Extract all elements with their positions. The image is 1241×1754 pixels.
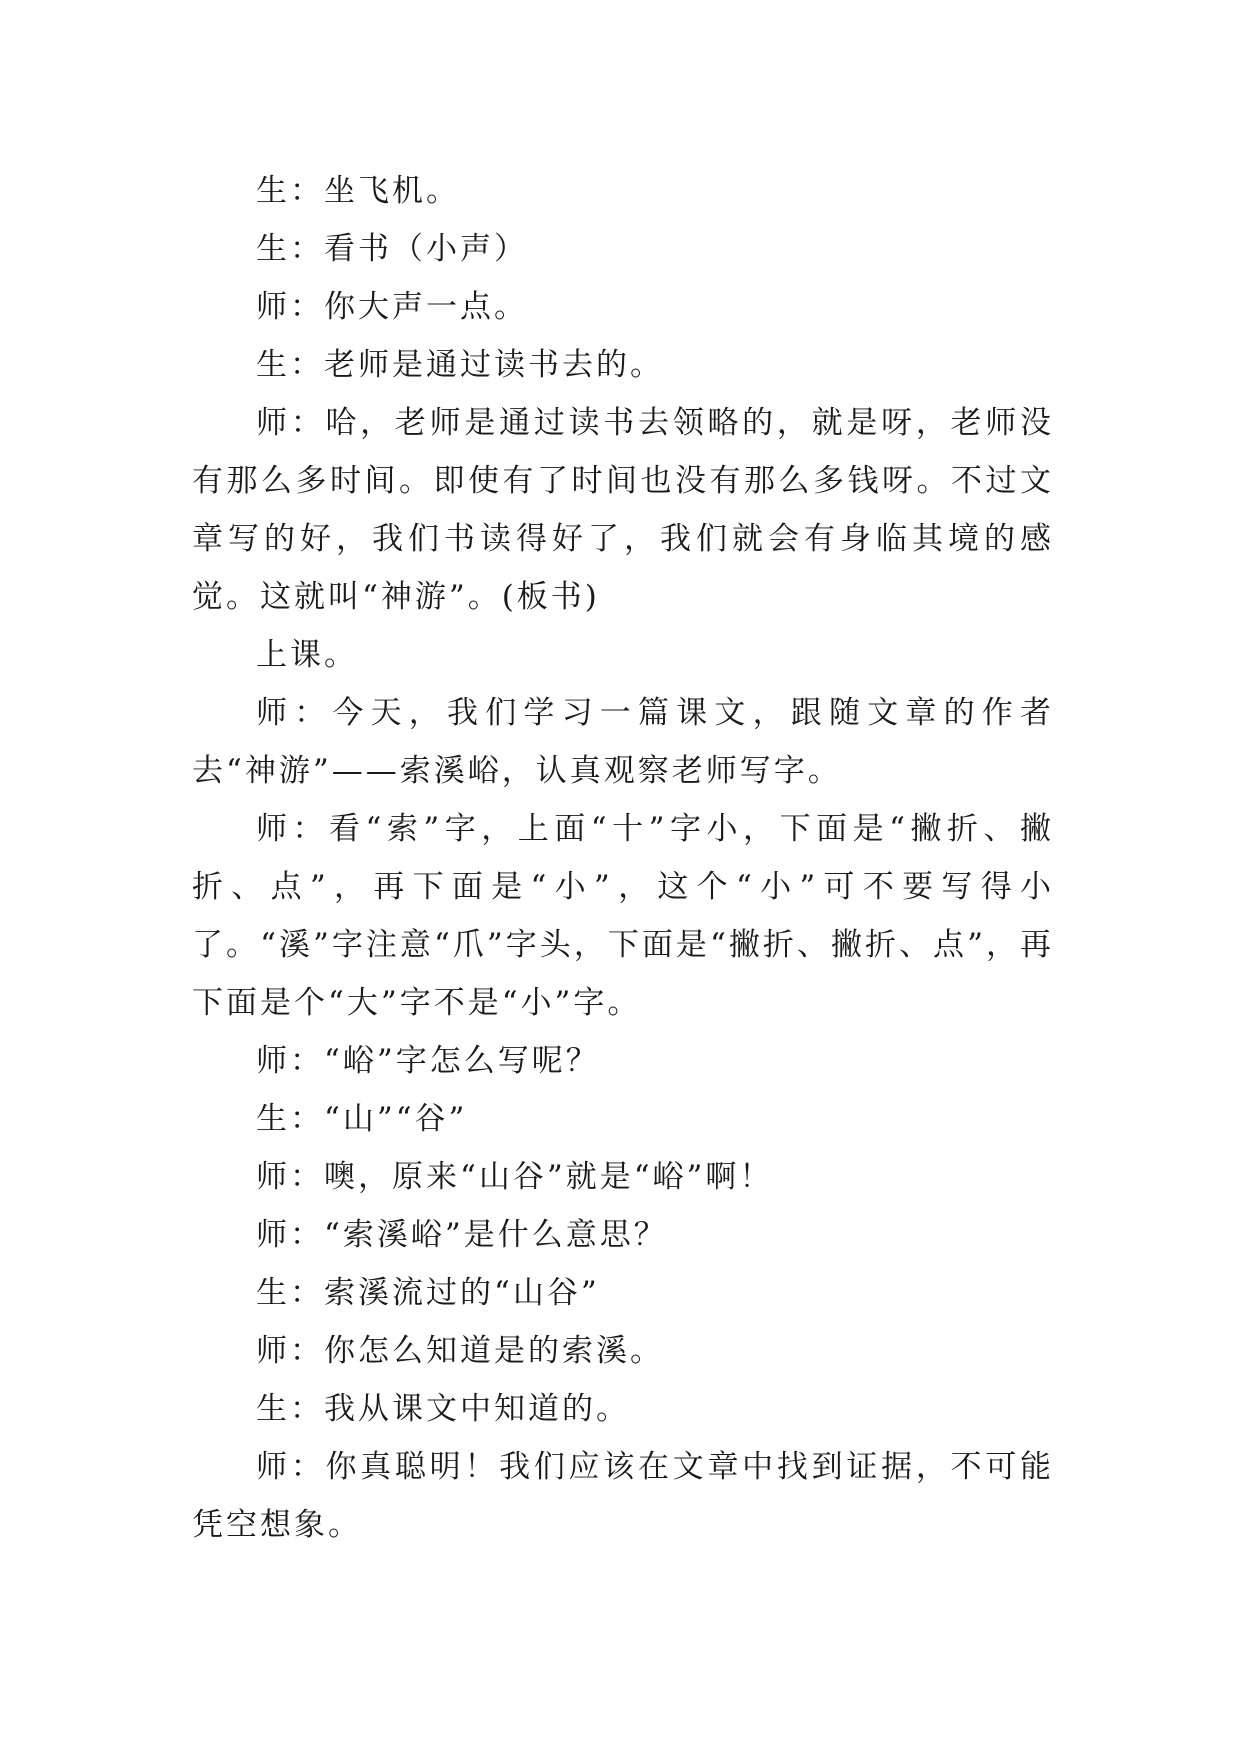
paragraph: 师：“峪”字怎么写呢？: [256, 1043, 600, 1079]
paragraph: 师：你大声一点。: [256, 289, 528, 325]
paragraph: 生：索溪流过的“山谷”: [256, 1275, 600, 1311]
paragraph: 师：看“索”字，上面“十”字小，下面是“撇折、撇折、点”，再下面是“小”，这个“小”可不要写得小了。“溪”字注意“爪”字头，下面是“撇折、撇折、点”，再下面是个“大”字不是“小”字。: [192, 811, 1054, 1021]
paragraph: 师：今天，我们学习一篇课文，跟随文章的作者去“神游”——索溪峪，认真观察老师写字。: [192, 695, 1054, 789]
paragraph: 生：老师是通过读书去的。: [256, 347, 664, 383]
paragraph: 师：你怎么知道是的索溪。: [256, 1333, 664, 1369]
paragraph: 师：哈，老师是通过读书去领略的，就是呀，老师没有那么多时间。即使有了时间也没有那么多钱呀。不过文章写的好，我们书读得好了，我们就会有身临其境的感觉。这就叫“神游”。(板书): [192, 405, 1054, 615]
paragraph: 师：“索溪峪”是什么意思？: [256, 1217, 668, 1253]
document-body: [192, 162, 1054, 1554]
paragraph: 师：你真聪明！我们应该在文章中找到证据，不可能凭空想象。: [192, 1449, 1054, 1543]
paragraph: 生：我从课文中知道的。: [256, 1391, 630, 1427]
paragraph: 师：噢，原来“山谷”就是“峪”啊！: [256, 1159, 774, 1195]
paragraph: 生：坐飞机。: [256, 173, 460, 209]
paragraph: 生：看书（小声）: [256, 231, 528, 267]
paragraph: 上课。: [256, 637, 358, 673]
paragraph: 生：“山”“谷”: [256, 1101, 468, 1137]
